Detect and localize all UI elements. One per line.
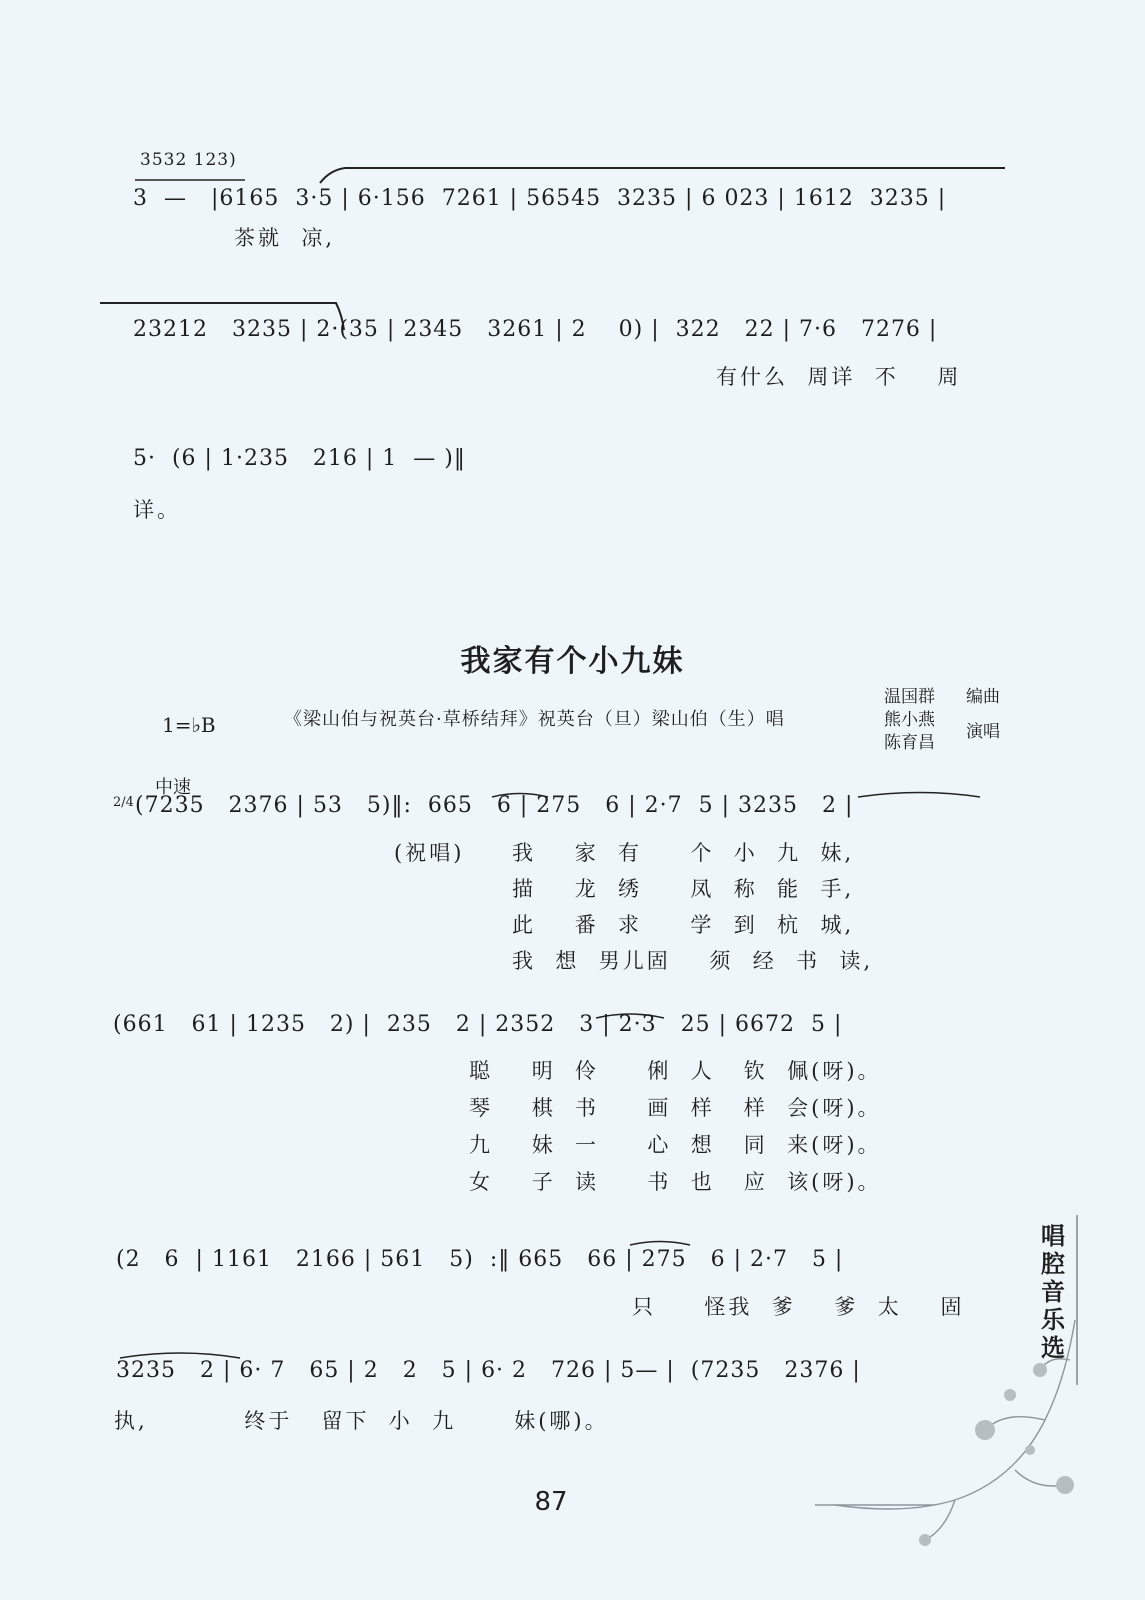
verse-line: 此 番 求 学 到 杭 城, xyxy=(512,913,855,937)
score-row-3-notes: (2 6 | 1161 2166 | 561 5) :‖ 665 66 | 275 6 | 2·7 5 | xyxy=(116,1247,844,1272)
score-row-2-notes: (661 61 | 1235 2) | 235 2 | 2352 3 | 2·3 25 | 6672 5 | xyxy=(113,1012,843,1037)
score-row-4-notes: 3235 2 | 6· 7 65 | 2 2 5 | 6· 2 726 | 5— | (7235 2376 | xyxy=(116,1358,861,1383)
grace-notes: 3532 123) xyxy=(140,150,237,170)
score-row-1-notes: (7235 2376 | 53 5)‖: 665 6 | 275 6 | 2·7 5 | 3235 2 | xyxy=(135,793,854,818)
time-signature: 2/4 xyxy=(113,795,134,810)
singer-label: (祝唱) xyxy=(394,841,465,865)
lyrics-line-1: 茶就 凉, xyxy=(234,226,336,250)
credit-name: 温国群 xyxy=(884,687,935,707)
credit-name: 陈育昌 xyxy=(884,733,935,753)
notes-line-2: 23212 3235 | 2·(35 | 2345 3261 | 2 0) | 322 22 | 7·6 7276 | xyxy=(133,317,938,342)
verse-line: 我 想 男儿固 须 经 书 读, xyxy=(512,949,874,973)
credit-role: 演唱 xyxy=(966,722,1000,742)
tempo-marking: 中速 xyxy=(155,777,191,798)
lyrics-row-4: 执, 终于 留下 小 九 妹(哪)。 xyxy=(114,1409,609,1433)
credit-name: 熊小燕 xyxy=(884,710,935,730)
section-side-label: 唱腔音乐选 xyxy=(1041,1222,1065,1362)
credit-role: 编曲 xyxy=(966,687,1000,707)
verse-line: 聪 明 伶 俐 人 钦 佩(呀)。 xyxy=(469,1059,882,1083)
credit-row xyxy=(884,709,1024,742)
lyrics-line-3: 详。 xyxy=(133,498,181,522)
verse-line: 女 子 读 书 也 应 该(呀)。 xyxy=(469,1170,882,1194)
lyrics-row-3: 只 怪我 爹 爹 太 固 xyxy=(632,1295,965,1319)
verse-line: 琴 棋 书 画 样 样 会(呀)。 xyxy=(469,1096,882,1120)
key-signature: 1=♭B xyxy=(162,713,216,737)
page-number: 87 xyxy=(534,1487,568,1517)
notes-line-1: 3 — |6165 3·5 | 6·156 7261 | 56545 3235 | 6 023 | 1612 3235 | xyxy=(133,186,947,211)
verse-line: 九 妹 一 心 想 同 来(呀)。 xyxy=(469,1133,882,1157)
song-subtitle: 《梁山伯与祝英台·草桥结拜》祝英台（旦）梁山伯（生）唱 xyxy=(284,709,785,730)
song-title: 我家有个小九妹 xyxy=(460,644,685,679)
lyrics-line-2: 有什么 周详 不 周 xyxy=(716,365,962,389)
credits xyxy=(884,686,1024,755)
credit-row xyxy=(884,732,1024,755)
verse-line: 描 龙 绣 凤 称 能 手, xyxy=(512,877,855,901)
credit-row xyxy=(884,686,1024,709)
notes-line-3: 5· (6 | 1·235 216 | 1 — )‖ xyxy=(133,446,466,471)
verse-line: 我 家 有 个 小 九 妹, xyxy=(512,841,855,865)
